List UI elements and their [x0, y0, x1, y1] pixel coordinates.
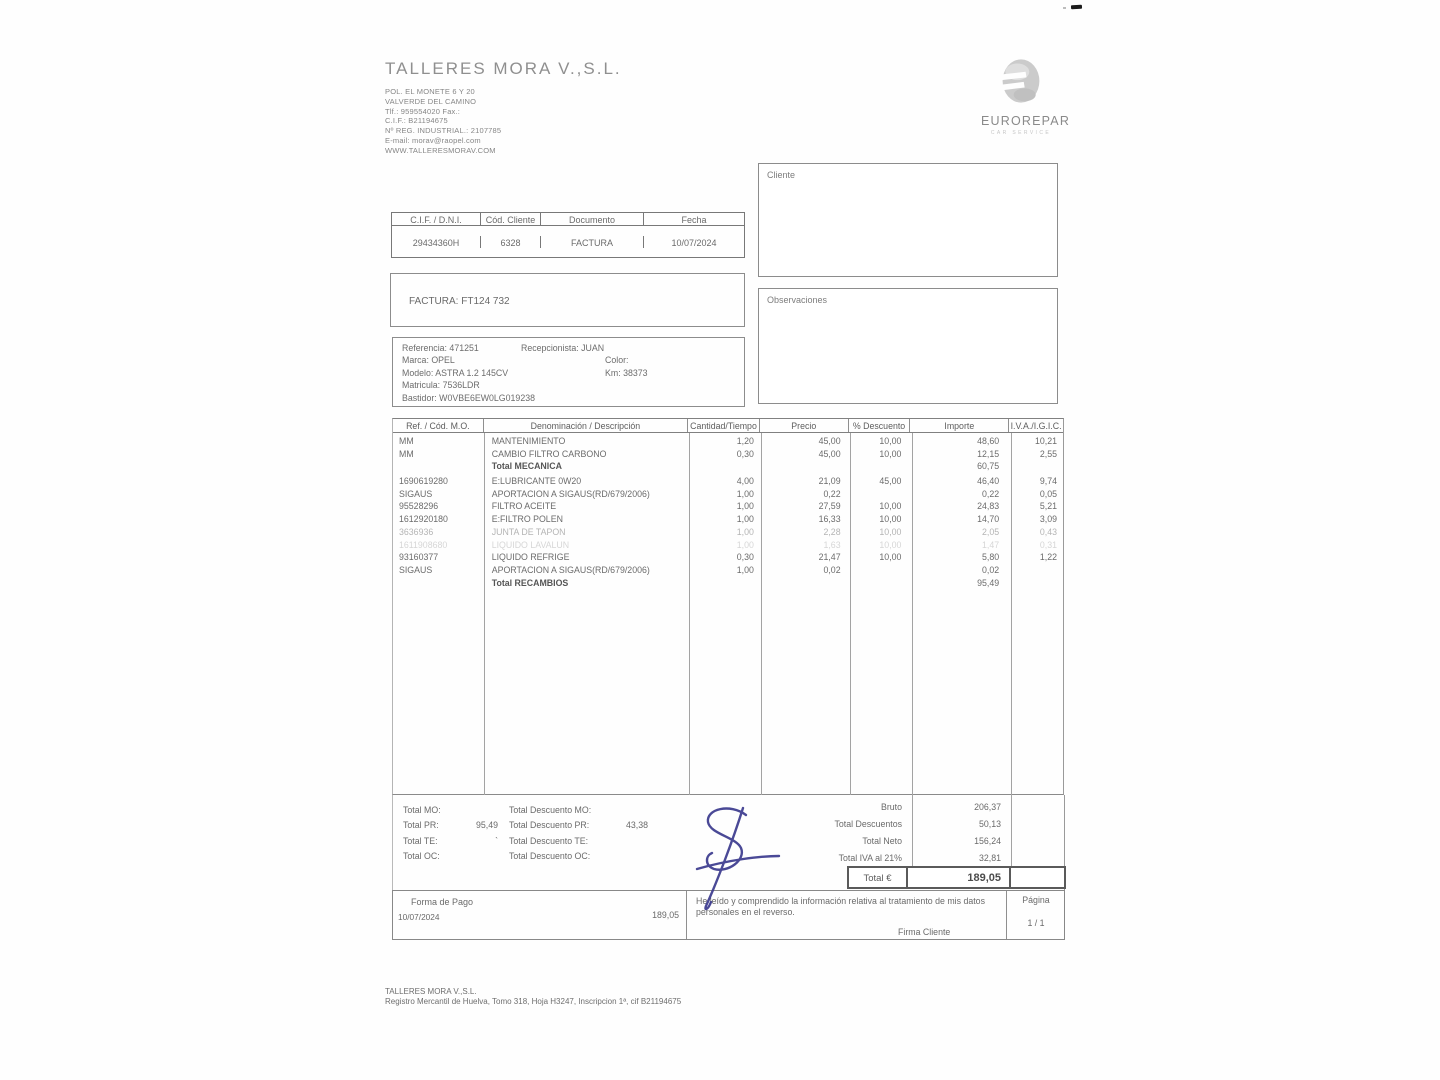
- item-quantity: 1,00: [736, 488, 754, 499]
- invoice-line-item: [393, 565, 1063, 578]
- invoice-line-item: [393, 449, 1063, 462]
- item-price: 45,00: [818, 436, 841, 446]
- item-discount: 10,00: [879, 514, 902, 525]
- item-vat: 0,43: [1039, 526, 1057, 537]
- item-discount: [849, 578, 911, 591]
- item-ref: 1690619280: [399, 476, 448, 487]
- vehicle-field-left: Matricula: 7536LDR: [402, 380, 480, 391]
- summary-total-value: 50,13: [978, 819, 1001, 829]
- item-ref: SIGAUS: [399, 488, 433, 499]
- summary-discount-label: Total Descuento PR:: [509, 820, 590, 831]
- grand-total-side-cell: [1011, 866, 1066, 889]
- item-ref: 3636936: [399, 526, 434, 537]
- scan-corner-mark: [1071, 5, 1082, 10]
- summary-total-value: 206,37: [974, 802, 1001, 812]
- item-amount: 0,02: [982, 564, 1000, 575]
- eurorepar-logo-icon: [998, 93, 1044, 110]
- vehicle-info-row: [393, 380, 744, 392]
- payment-row: [392, 890, 1065, 940]
- item-vat: 0,31: [1039, 539, 1057, 550]
- item-quantity: [688, 578, 760, 591]
- item-discount: 10,00: [879, 552, 902, 563]
- invoice-line-item: [393, 540, 1063, 553]
- item-amount: 95,49: [977, 577, 1000, 588]
- invoice-items-table: [392, 418, 1064, 795]
- company-address-line: E-mail: morav@raopel.com: [385, 135, 481, 145]
- vehicle-info-row: [393, 368, 744, 380]
- brand-logo: [981, 56, 1071, 136]
- item-quantity: [688, 461, 760, 474]
- items-header-cantidad: Cantidad/Tiempo: [688, 419, 760, 432]
- item-ref: MM: [399, 448, 414, 459]
- vehicle-field-left: Modelo: ASTRA 1.2 145CV: [402, 367, 509, 378]
- observaciones-label: Observaciones: [767, 295, 828, 305]
- invoice-line-item: [393, 552, 1063, 565]
- summary-total-row: [393, 850, 1064, 865]
- vehicle-field-mid: Recepcionista: JUAN: [521, 343, 605, 353]
- doc-info-value-fecha: 10/07/2024: [671, 237, 717, 248]
- invoice-line-item: [393, 514, 1063, 527]
- summary-label: Total TE:: [403, 835, 438, 846]
- item-description: APORTACION A SIGAUS(RD/679/2006): [491, 564, 650, 575]
- items-header-precio: Precio: [760, 419, 849, 432]
- doc-info-header-cod-cliente: Cód. Cliente: [481, 213, 541, 225]
- summary-total-label: Total Descuentos: [834, 819, 902, 829]
- item-quantity: 1,20: [736, 436, 754, 446]
- cliente-label: Cliente: [767, 170, 796, 180]
- item-amount: 5,80: [982, 552, 1000, 563]
- item-price: 0,22: [823, 488, 841, 499]
- summary-total-row: [393, 802, 1064, 814]
- invoice-number-box: [390, 273, 745, 327]
- doc-info-value-documento: FACTURA: [541, 236, 644, 248]
- item-amount: 14,70: [977, 514, 1000, 525]
- item-description: FILTRO ACEITE: [491, 501, 557, 512]
- vehicle-field-left: Marca: OPEL: [402, 355, 455, 366]
- vehicle-info-row: [393, 393, 744, 405]
- invoice-line-item: [393, 578, 1063, 591]
- item-price: 45,00: [818, 448, 841, 459]
- footer-company-name: TALLERES MORA V.,S.L.: [385, 987, 477, 996]
- item-ref: 93160377: [399, 552, 439, 563]
- item-quantity: 1,00: [736, 501, 754, 512]
- doc-info-value-cif: 29434360H: [392, 236, 481, 248]
- invoice-line-item: [393, 527, 1063, 540]
- item-amount: 1,47: [982, 539, 1000, 550]
- company-address-block: [385, 87, 622, 156]
- item-discount: [849, 489, 911, 502]
- brand-name: EUROREPAR: [981, 114, 1071, 128]
- item-description: E:FILTRO POLEN: [491, 514, 563, 525]
- item-amount: 0,22: [982, 488, 1000, 499]
- item-vat: 2,55: [1039, 448, 1057, 459]
- item-vat: [1009, 578, 1063, 591]
- item-price: 0,02: [823, 564, 841, 575]
- summary-discount-label: Total Descuento MO:: [509, 805, 592, 815]
- item-price: 21,47: [818, 552, 841, 563]
- item-vat: 3,09: [1039, 514, 1057, 525]
- invoice-line-item: [393, 501, 1063, 514]
- document-info-header-row: [392, 213, 744, 226]
- item-description: E:LUBRICANTE 0W20: [491, 476, 582, 487]
- item-description: Total RECAMBIOS: [491, 577, 569, 588]
- column-divider: [686, 891, 687, 939]
- data-consent-text: He leído y comprendido la información relativa al tratamiento de mis datos personales en el reverso.: [696, 896, 985, 917]
- item-ref: 1612920180: [399, 514, 448, 525]
- item-quantity: 1,00: [736, 539, 754, 550]
- item-price: [760, 461, 849, 474]
- item-ref: [393, 578, 484, 591]
- page-label: Página: [1022, 895, 1050, 905]
- summary-total-value: 156,24: [974, 836, 1001, 846]
- item-price: 16,33: [818, 514, 841, 525]
- summary-discount-label: Total Descuento OC:: [509, 850, 591, 861]
- grand-total-box: [847, 866, 1011, 889]
- invoice-line-item: [393, 489, 1063, 502]
- document-info-value-row: [392, 226, 744, 257]
- brand-tagline: CAR SERVICE: [990, 130, 1052, 136]
- vehicle-field-right: Km: 38373: [605, 367, 648, 378]
- scan-corner-fleck: [1063, 7, 1066, 9]
- items-header-descripcion: Denominación / Descripción: [484, 419, 688, 432]
- item-quantity: 1,00: [736, 526, 754, 537]
- item-description: APORTACION A SIGAUS(RD/679/2006): [491, 488, 650, 499]
- item-ref: MM: [399, 436, 414, 446]
- summary-total-label: Total Neto: [862, 836, 902, 846]
- invoice-line-item: [393, 436, 1063, 449]
- item-discount: 10,00: [879, 436, 902, 446]
- doc-info-value-cod-cliente: 6328: [481, 236, 541, 248]
- grand-total-value: 189,05: [967, 872, 1001, 884]
- item-amount: 48,60: [977, 436, 1000, 446]
- item-quantity: 1,00: [736, 514, 754, 525]
- item-discount: 45,00: [879, 476, 902, 487]
- company-header: [385, 59, 622, 156]
- item-discount: [849, 461, 911, 474]
- document-info-table: [391, 212, 745, 258]
- doc-info-header-cif: C.I.F. / D.N.I.: [392, 213, 481, 225]
- item-description: CAMBIO FILTRO CARBONO: [491, 448, 607, 459]
- summary-total-label: Total IVA al 21%: [838, 853, 902, 863]
- item-ref: [393, 461, 484, 474]
- company-address-line: VALVERDE DEL CAMINO: [385, 96, 477, 106]
- items-header-row: [393, 419, 1063, 433]
- item-description: JUNTA DE TAPON: [491, 526, 566, 537]
- item-price: 21,09: [818, 476, 841, 487]
- item-vat: 10,21: [1034, 436, 1057, 446]
- page-number: 1 / 1: [1027, 918, 1045, 928]
- item-quantity: 0,30: [736, 448, 754, 459]
- invoice-number: FACTURA: FT124 732: [409, 296, 510, 307]
- item-quantity: 0,30: [736, 552, 754, 563]
- item-price: 27,59: [818, 501, 841, 512]
- item-vat: [1009, 461, 1063, 474]
- payment-method-label: Forma de Pago: [411, 897, 474, 907]
- summary-label: Total PR:: [403, 820, 439, 831]
- item-vat: 1,22: [1039, 552, 1057, 563]
- cliente-box: [758, 163, 1058, 277]
- vehicle-info-box: [392, 337, 745, 407]
- items-header-descuento: % Descuento: [849, 419, 911, 432]
- vehicle-field-left: Referencia: 471251: [402, 343, 479, 353]
- item-discount: [849, 565, 911, 578]
- vehicle-info-row: [393, 355, 744, 367]
- item-amount: 60,75: [977, 461, 1000, 472]
- company-address-line: C.I.F.: B21194675: [385, 116, 448, 126]
- summary-total-label: Bruto: [880, 802, 902, 812]
- items-header-importe: Importe: [910, 419, 1009, 432]
- item-vat: 9,74: [1039, 476, 1057, 487]
- item-amount: 24,83: [977, 501, 1000, 512]
- totals-summary: [392, 795, 1065, 890]
- item-discount: 10,00: [879, 539, 902, 550]
- item-description: LIQUIDO REFRIGE: [491, 552, 570, 563]
- items-header-ref: Ref. / Cód. M.O.: [393, 419, 484, 432]
- item-price: 1,63: [823, 539, 841, 550]
- company-address-line: Tlf.: 959554020 Fax.:: [385, 106, 461, 116]
- summary-value: `: [495, 835, 498, 846]
- summary-total-value: 32,81: [978, 853, 1001, 863]
- item-ref: 95528296: [399, 501, 439, 512]
- item-price: 2,28: [823, 526, 841, 537]
- item-vat: 0,05: [1039, 488, 1057, 499]
- company-address-line: Nº REG. INDUSTRIAL.: 2107785: [385, 126, 502, 136]
- item-amount: 2,05: [982, 526, 1000, 537]
- footer-registry-line: Registro Mercantil de Huelva, Tomo 318, Hoja H3247, Inscripcion 1ª, cif B21194675: [385, 997, 682, 1006]
- summary-total-row: [393, 819, 1064, 831]
- payment-amount: 189,05: [652, 910, 679, 920]
- item-description: MANTENIMIENTO: [491, 436, 566, 446]
- item-quantity: 1,00: [736, 564, 754, 575]
- item-price: [760, 578, 849, 591]
- invoice-line-item: [393, 461, 1063, 474]
- item-discount: 10,00: [879, 448, 902, 459]
- vehicle-info-row: [393, 343, 744, 355]
- item-description: LIQUIDO LAVALUN: [491, 539, 570, 550]
- items-body: [393, 433, 1063, 795]
- observaciones-box: [758, 288, 1058, 404]
- legal-footer: [385, 987, 681, 1007]
- item-amount: 12,15: [977, 448, 1000, 459]
- summary-label: Total OC:: [403, 850, 440, 861]
- doc-info-header-documento: Documento: [541, 213, 644, 225]
- item-description: Total MECANICA: [491, 461, 562, 472]
- items-header-iva: I.V.A./I.G.I.C.: [1010, 421, 1062, 431]
- summary-value: 95,49: [475, 820, 498, 831]
- item-discount: 10,00: [879, 501, 902, 512]
- doc-info-header-fecha: Fecha: [681, 215, 707, 225]
- company-address-line: POL. EL MONETE 6 Y 20: [385, 87, 475, 96]
- summary-discount-label: Total Descuento TE:: [509, 835, 589, 846]
- summary-total-row: [393, 836, 1064, 848]
- item-discount: 10,00: [879, 526, 902, 537]
- vehicle-field-right: Color:: [605, 355, 629, 366]
- summary-label: Total MO:: [403, 805, 441, 815]
- invoice-line-item: [393, 476, 1063, 489]
- company-address-line: WWW.TALLERESMORAV.COM: [385, 145, 496, 155]
- payment-date: 10/07/2024: [398, 912, 440, 922]
- item-vat: 5,21: [1039, 501, 1057, 512]
- item-amount: 46,40: [977, 476, 1000, 487]
- item-ref: SIGAUS: [399, 564, 433, 575]
- company-name: TALLERES MORA V.,S.L.: [385, 59, 622, 78]
- customer-signature-label: Firma Cliente: [898, 927, 951, 937]
- summary-discount-value: 43,38: [625, 820, 648, 831]
- item-ref: 1611908680: [399, 539, 448, 550]
- vehicle-field-left: Bastidor: W0VBE6EW0LG019238: [402, 392, 536, 403]
- item-quantity: 4,00: [736, 476, 754, 487]
- grand-total-label: Total €: [849, 868, 908, 887]
- item-vat: [1009, 565, 1063, 578]
